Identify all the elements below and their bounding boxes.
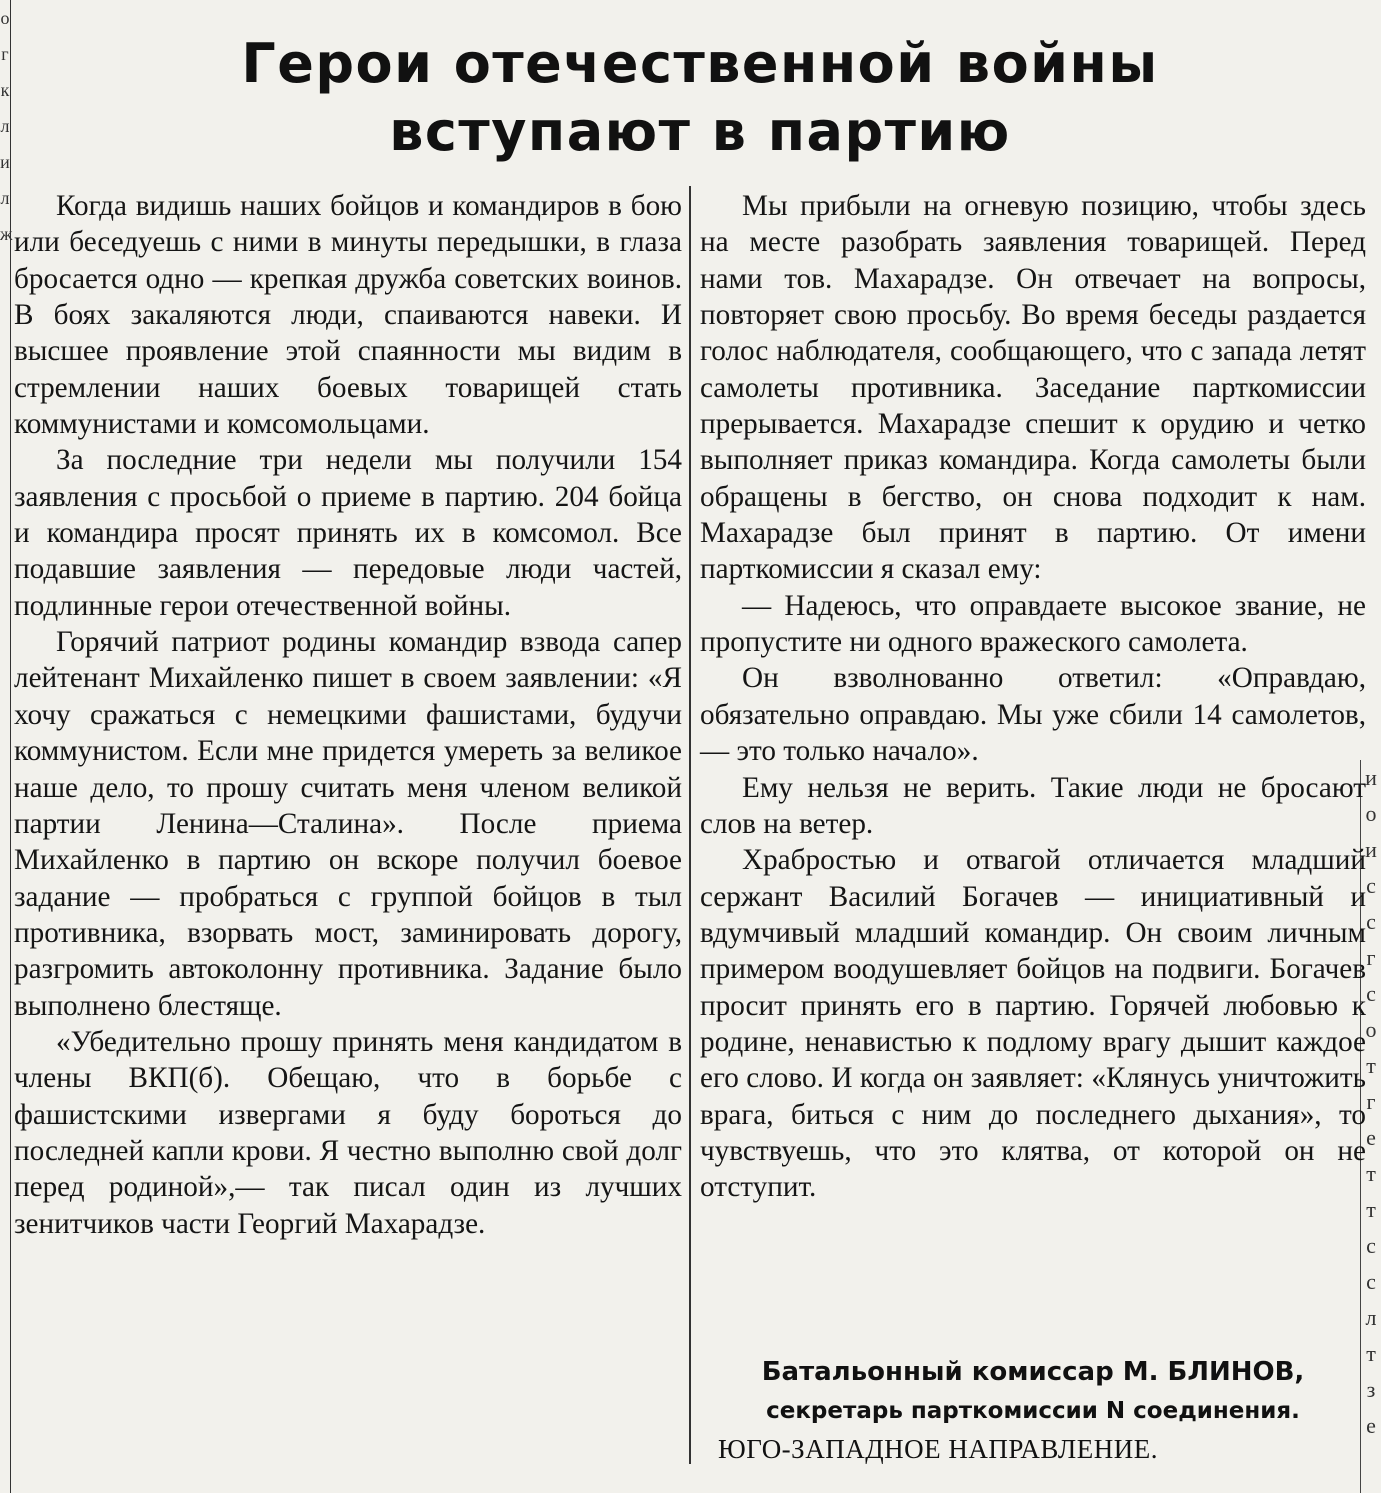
column-divider [689,186,691,1464]
headline-line-1: Герои отечественной войны [241,32,1159,95]
article-paragraph: Горячий патриот родины командир взвода сапер лейтенант Михайленко пишет в своем заявлении: «Я хочу сражаться с немецкими фашистами, будучи коммунистом. Если мне придется умереть за великое наше дело, то прошу считать меня членом великой партии Ленина—Сталина». После приема Михайленко в партию он вскоре получил боевое задание — пробраться с группой бойцов в тыл противника, взорвать мост, заминировать дорогу, разгромить автоколонну противника. Задание было выполнено блестяще. [14,626,682,1022]
edge-fragment: о [1365,1017,1377,1042]
edge-fragment: и [1365,837,1377,862]
article-paragraph: Мы прибыли на огневую позицию, чтобы здесь на месте разобрать заявления товарищей. Перед нами тов. Махарадзе. Он отвечает на вопросы, повторяет свою просьбу. Во время беседы раздается голос наблюдателя, сообщающего, что с запада летят самолеты противника. Заседание парткомиссии прерывается. Махарадзе спешит к орудию и четко выполняет приказ командира. Когда самолеты были обращены в бегство, он снова подходит к нам. Махарадзе был принят в партию. От имени парткомиссии я сказал ему: [700,190,1366,586]
article-paragraph: Когда видишь наших бойцов и командиров в бою или беседуешь с ними в минуты передышки, в глаза бросается одно — крепкая дружба советских воинов. В боях закаляются люди, спаиваются навеки. И высшее проявление этой спаянности мы видим в стремлении наших боевых товарищей стать коммунистами и комсомольцами. [14,190,682,441]
edge-fragment: л [0,116,10,136]
edge-fragment: о [1365,801,1377,826]
edge-fragment: з [1366,1377,1376,1402]
signature-role: секретарь парткомиссии N соединения. [766,1398,1300,1424]
headline-line-2: вступают в партию [389,100,1011,163]
edge-fragment: е [1366,1413,1376,1438]
edge-fragment: л [1365,1305,1377,1330]
article-paragraph: Храбростью и отвагой отличается младший сержант Василий Богачев — инициативный и вдумчивый младший командир. Он своим личным примером воодушевляет бойцов на подвиги. Богачев просит принять его в партию. Горячей любовью к родине, ненавистью к подлому врагу дышит каждое его слово. И когда он заявляет: «Клянусь уничтожить врага, биться с ним до последнего дыхания», то чувствуешь, что это клятва, от которой он не отступит. [700,844,1366,1204]
article-paragraph: — Надеюсь, что оправдаете высокое звание, не пропустите ни одного вражеского самолета. [700,589,1366,659]
edge-fragment: л [0,188,10,208]
edge-fragment: с [1366,909,1376,934]
edge-fragment: ж [0,224,13,244]
signature-location: ЮГО-ЗАПАДНОЕ НАПРАВЛЕНИЕ. [718,1434,1158,1464]
edge-fragment: и [1365,765,1377,790]
edge-fragment: о [0,8,10,28]
edge-fragment: т [1366,1053,1376,1078]
edge-fragment: с [1366,1269,1376,1294]
author-signature [700,1352,1366,1468]
article-headline [40,30,1360,166]
edge-fragment: с [1366,873,1376,898]
edge-fragment: к [0,80,10,100]
edge-fragment: г [1366,1089,1376,1114]
edge-fragment: г [1366,945,1376,970]
edge-fragment: е [1366,1125,1376,1150]
edge-fragment: с [1366,981,1376,1006]
edge-fragment: с [1366,1233,1376,1258]
signature-author: Батальонный комиссар М. БЛИНОВ, [761,1357,1305,1387]
edge-fragment: и [0,152,10,172]
edge-fragment: т [1366,1197,1376,1222]
article-paragraph: Ему нельзя не верить. Такие люди не бросают слов на ветер. [700,771,1366,840]
edge-fragment: т [1366,1161,1376,1186]
article-paragraph: За последние три недели мы получили 154 заявления с просьбой о приеме в партию. 204 бойца и командира просят принять их в комсомол. Все подавшие заявления — передовые люди частей, подлинные герои отечественной войны. [14,444,682,622]
edge-fragment: т [1366,1341,1376,1366]
article-column-left [14,188,682,1242]
article-paragraph: «Убедительно прошу принять меня кандидатом в члены ВКП(б). Обещаю, что в борьбе с фашистскими извергами я буду бороться до последней капли крови. Я честно выполню свой долг перед родиной»,— так писал один из лучших зенитчиков части Георгий Махарадзе. [14,1025,682,1240]
article-column-right [700,188,1366,1206]
left-edge-fragments [0,0,11,1493]
article-paragraph: Он взволнованно ответил: «Оправдаю, обязательно оправдаю. Мы уже сбили 14 самолетов, — это только начало». [700,662,1366,768]
edge-fragment: г [1,44,9,64]
